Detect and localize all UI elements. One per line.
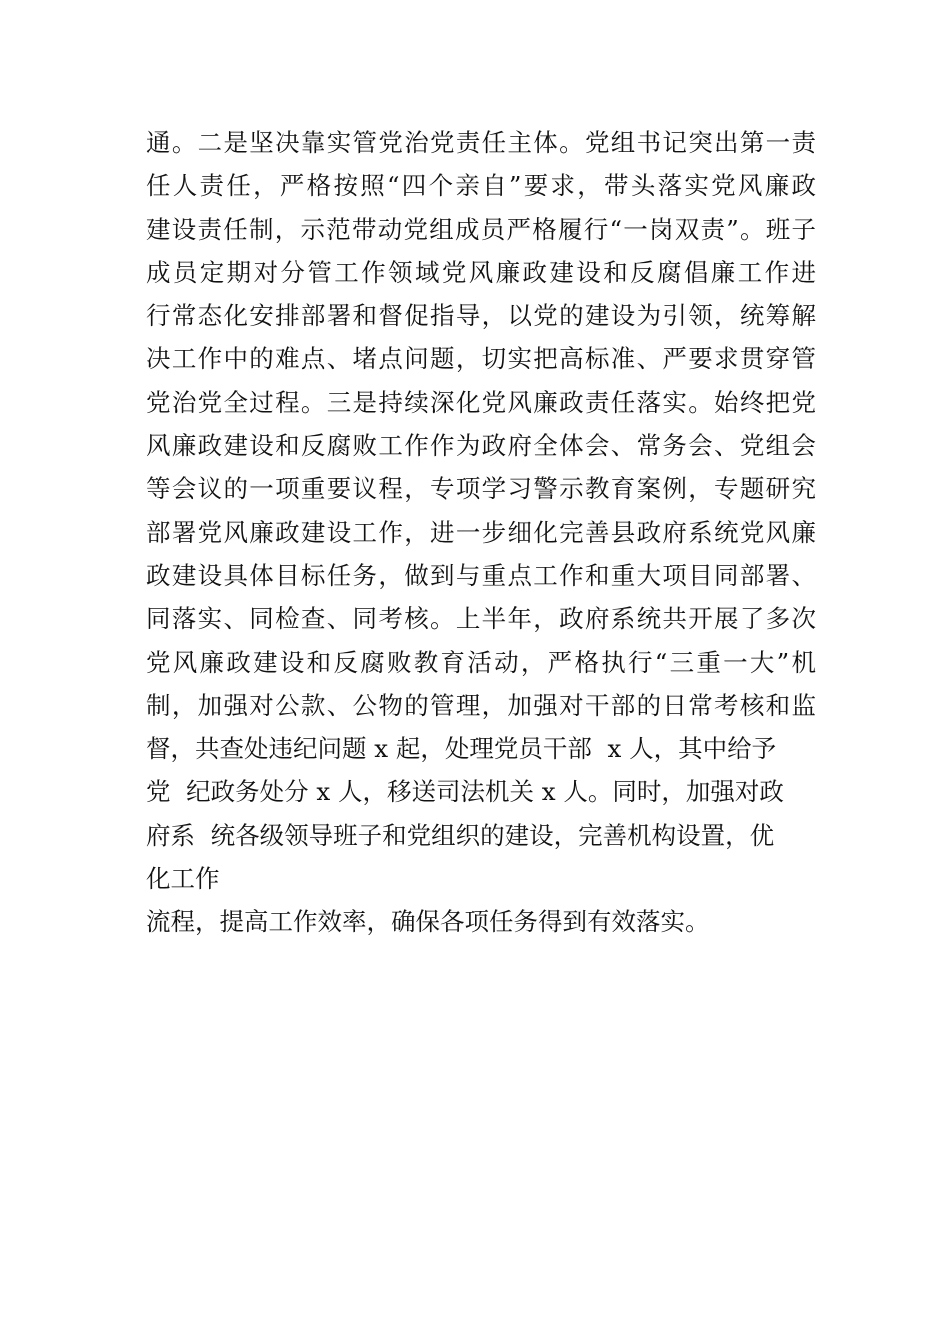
text-line: 政建设具体目标任务，做到与重点工作和重大项目同部署、: [146, 560, 816, 590]
text-line: 决工作中的难点、堵点问题，切实把高标准、严要求贯穿管: [146, 344, 816, 374]
text-line: 成员定期对分管工作领域党风廉政建设和反腐倡廉工作进: [146, 257, 816, 287]
text-line: 部署党风廉政建设工作，进一步细化完善县政府系统党风廉: [146, 517, 816, 547]
text-line: 流程，提高工作效率，确保各项任务得到有效落实。: [146, 907, 710, 937]
text-line: 任人责任，严格按照“四个亲自”要求，带头落实党风廉政: [146, 171, 816, 201]
text-line: 通。二是坚决靠实管党治党责任主体。党组书记突出第一责: [146, 128, 816, 157]
text-line: 同落实、同检查、同考核。上半年，政府系统共开展了多次: [146, 604, 816, 634]
text-line: 制，加强对公款、公物的管理，加强对干部的日常考核和监: [146, 690, 816, 720]
text-line: 党风廉政建设和反腐败教育活动，严格执行“三重一大”机: [146, 647, 816, 677]
text-line: 党治党全过程。三是持续深化党风廉政责任落实。始终把党: [146, 387, 816, 417]
text-line: 建设责任制，示范带动党组成员严格履行“一岗双责”。班子: [146, 214, 816, 244]
body-paragraph: [146, 121, 816, 944]
text-line: 行常态化安排部署和督促指导，以党的建设为引领，统筹解: [146, 301, 816, 331]
text-line: 党 纪政务处分 x 人，移送司法机关 x 人。同时，加强对政: [146, 777, 784, 807]
text-line: 府系 统各级领导班子和党组织的建设，完善机构设置，优: [146, 820, 775, 850]
text-line: 化工作: [146, 864, 220, 894]
text-line: 风廉政建设和反腐败工作作为政府全体会、常务会、党组会: [146, 431, 816, 461]
text-line: 等会议的一项重要议程，专项学习警示教育案例，专题研究: [146, 474, 816, 504]
text-line: 督，共查处违纪问题 x 起，处理党员干部 x 人，其中给予: [146, 734, 777, 764]
